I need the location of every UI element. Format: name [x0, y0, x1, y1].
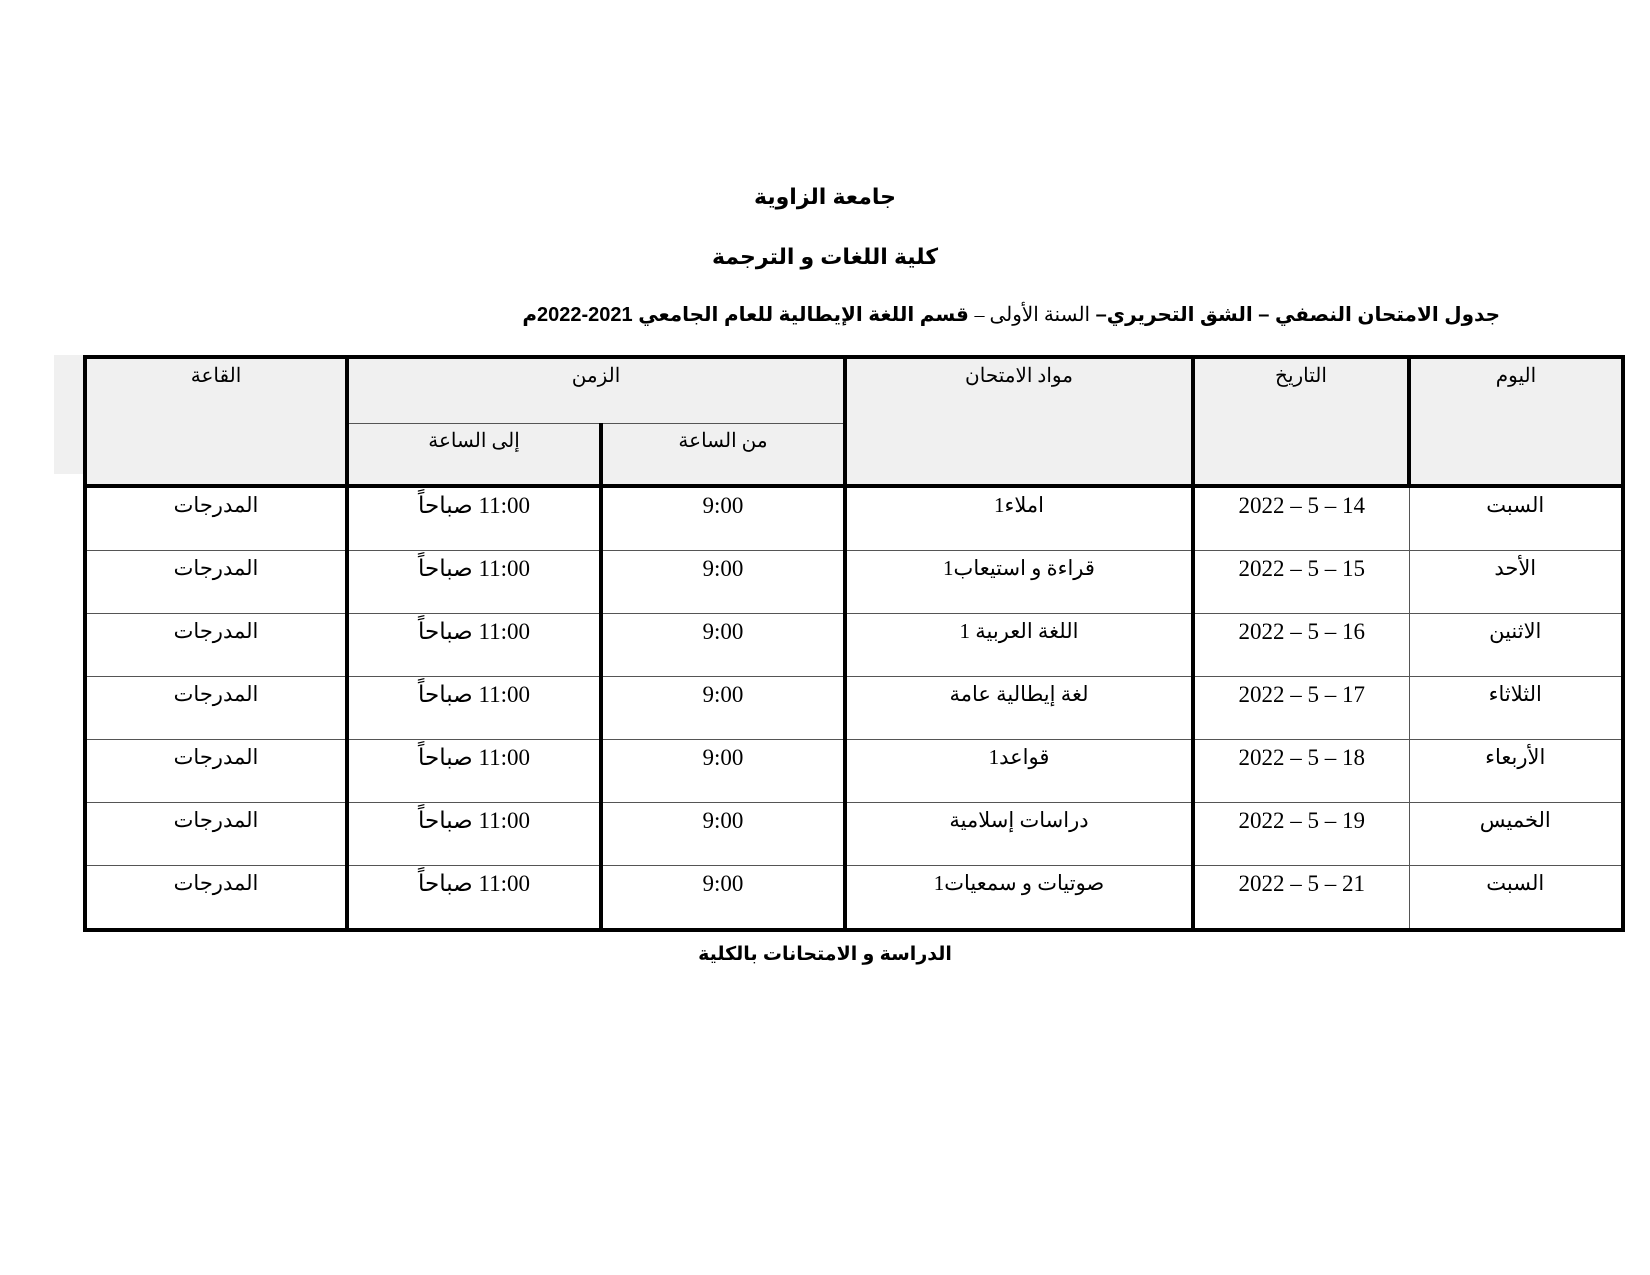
- date-cell: 17 – 5 – 2022: [1193, 677, 1409, 740]
- university-title: جامعة الزاوية: [754, 184, 896, 209]
- table-row: [85, 614, 1623, 677]
- day-cell: الخميس: [1409, 803, 1623, 866]
- table-row: [85, 740, 1623, 803]
- date-cell: 15 – 5 – 2022: [1193, 551, 1409, 614]
- subtitle-part2: السنة الأولى –: [974, 304, 1091, 326]
- day-cell: الاثنين: [1409, 614, 1623, 677]
- day-cell: الأحد: [1409, 551, 1623, 614]
- subtitle-part3: قسم اللغة الإيطالية للعام الجامعي 2021-2022م: [522, 304, 975, 326]
- date-cell: 14 – 5 – 2022: [1193, 486, 1409, 551]
- subject-cell: اللغة العربية 1: [845, 614, 1193, 677]
- day-cell: الأربعاء: [1409, 740, 1623, 803]
- header-to: إلى الساعة: [347, 424, 601, 487]
- from-time-cell: 9:00: [601, 866, 845, 931]
- from-time-cell: 9:00: [601, 614, 845, 677]
- header-time: الزمن: [347, 357, 845, 424]
- to-time-cell: 11:00 صباحاً: [347, 740, 601, 803]
- schedule-subtitle: [522, 302, 1500, 327]
- from-time-cell: 9:00: [601, 803, 845, 866]
- subject-cell: صوتيات و سمعيات1: [845, 866, 1193, 931]
- to-time-cell: 11:00 صباحاً: [347, 866, 601, 931]
- header-day: اليوم: [1409, 357, 1623, 486]
- exam-schedule-table: [83, 355, 1625, 932]
- hall-cell: المدرجات: [85, 677, 347, 740]
- header-hall: القاعة: [85, 357, 347, 486]
- table-row: [85, 486, 1623, 551]
- to-time-cell: 11:00 صباحاً: [347, 803, 601, 866]
- table-row: [85, 551, 1623, 614]
- hall-cell: المدرجات: [85, 866, 347, 931]
- from-time-cell: 9:00: [601, 677, 845, 740]
- hall-cell: المدرجات: [85, 803, 347, 866]
- to-time-cell: 11:00 صباحاً: [347, 614, 601, 677]
- date-cell: 18 – 5 – 2022: [1193, 740, 1409, 803]
- table-row: [85, 803, 1623, 866]
- from-time-cell: 9:00: [601, 551, 845, 614]
- schedule-body: [85, 486, 1623, 930]
- faculty-title: كلية اللغات و الترجمة: [711, 244, 939, 269]
- table-row: [85, 866, 1623, 931]
- subject-cell: قواعد1: [845, 740, 1193, 803]
- hall-cell: المدرجات: [85, 486, 347, 551]
- date-cell: 19 – 5 – 2022: [1193, 803, 1409, 866]
- subtitle-part1: جدول الامتحان النصفي – الشق التحريري–: [1090, 304, 1500, 326]
- from-time-cell: 9:00: [601, 486, 845, 551]
- footer-office: الدراسة و الامتحانات بالكلية: [698, 944, 952, 965]
- subject-cell: املاء1: [845, 486, 1193, 551]
- date-cell: 21 – 5 – 2022: [1193, 866, 1409, 931]
- table-row: [85, 677, 1623, 740]
- subject-cell: قراءة و استيعاب1: [845, 551, 1193, 614]
- from-time-cell: 9:00: [601, 740, 845, 803]
- header-from: من الساعة: [601, 424, 845, 487]
- day-cell: الثلاثاء: [1409, 677, 1623, 740]
- header-subject: مواد الامتحان: [845, 357, 1193, 486]
- hall-cell: المدرجات: [85, 740, 347, 803]
- date-cell: 16 – 5 – 2022: [1193, 614, 1409, 677]
- to-time-cell: 11:00 صباحاً: [347, 677, 601, 740]
- hall-cell: المدرجات: [85, 614, 347, 677]
- header-date: التاريخ: [1193, 357, 1409, 486]
- to-time-cell: 11:00 صباحاً: [347, 551, 601, 614]
- day-cell: السبت: [1409, 866, 1623, 931]
- to-time-cell: 11:00 صباحاً: [347, 486, 601, 551]
- subject-cell: لغة إيطالية عامة: [845, 677, 1193, 740]
- day-cell: السبت: [1409, 486, 1623, 551]
- hall-cell: المدرجات: [85, 551, 347, 614]
- subject-cell: دراسات إسلامية: [845, 803, 1193, 866]
